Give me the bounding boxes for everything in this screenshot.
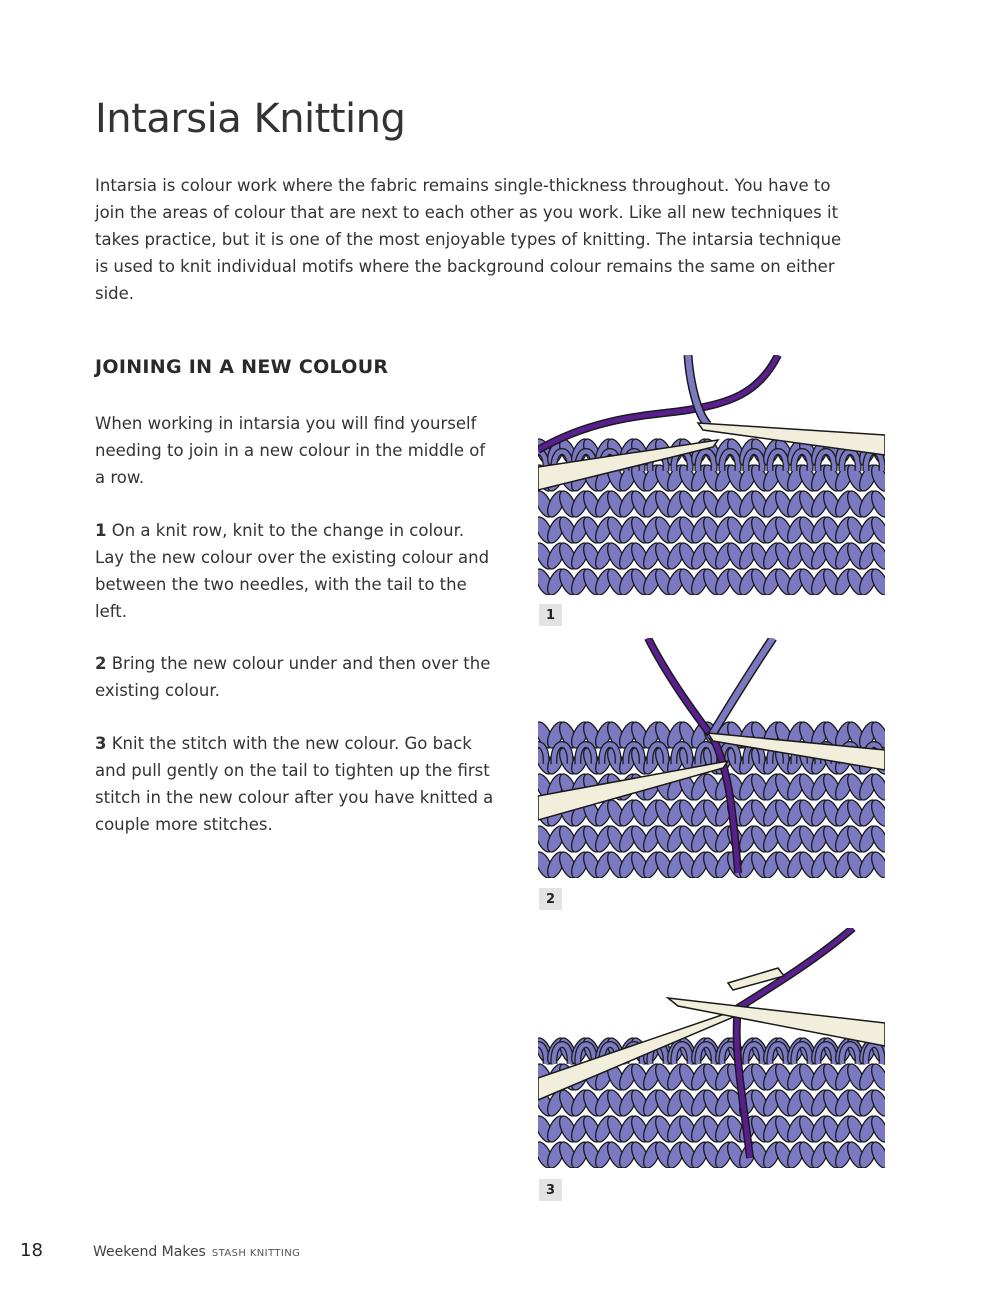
existing-yarn-fill: [710, 638, 773, 738]
figure-label-3: 3: [539, 1179, 562, 1201]
page-number: 18: [20, 1240, 43, 1261]
book-subtitle: STASH KNITTING: [211, 1248, 301, 1259]
stitch-grid: [538, 1036, 885, 1168]
lead-paragraph: When working in intarsia you will find yourself needing to join in a new colour in the middle of a row.: [95, 414, 486, 487]
book-title: Weekend Makes: [93, 1244, 206, 1260]
step-1: [95, 517, 495, 625]
section-heading: JOINING IN A NEW COLOUR: [95, 356, 389, 378]
step-text: Knit the stitch with the new colour. Go back and pull gently on the tail to tighten up the first stitch in the new colour after you have knitted a couple more stitches.: [95, 734, 494, 834]
knitting-illustration-2: [538, 638, 885, 878]
knitting-illustration-1: [538, 355, 885, 595]
figure-label-2: 2: [539, 888, 562, 910]
step-text: On a knit row, knit to the change in colour. Lay the new colour over the existing colour and between the two needles, with the tail to the left.: [95, 521, 490, 621]
running-footer: [93, 1244, 300, 1260]
step-text: Bring the new colour under and then over the existing colour.: [95, 654, 491, 700]
intro-paragraph: Intarsia is colour work where the fabric remains single-thickness throughout. You have to join the areas of colour that are next to each other as you work. Like all new techniques it takes practice, but it is one of the most enjoyable types of knitting. The intarsia technique is used to knit individual motifs where the background colour remains the same on either side.: [95, 176, 842, 303]
step-number: 3: [95, 734, 107, 753]
step-2: [95, 650, 495, 704]
page-title: Intarsia Knitting: [95, 96, 406, 142]
step-number: 2: [95, 654, 107, 673]
step-3: [95, 730, 495, 838]
knitting-illustration-3: [538, 928, 885, 1168]
step-number: 1: [95, 521, 107, 540]
figure-label-1: 1: [539, 604, 562, 626]
